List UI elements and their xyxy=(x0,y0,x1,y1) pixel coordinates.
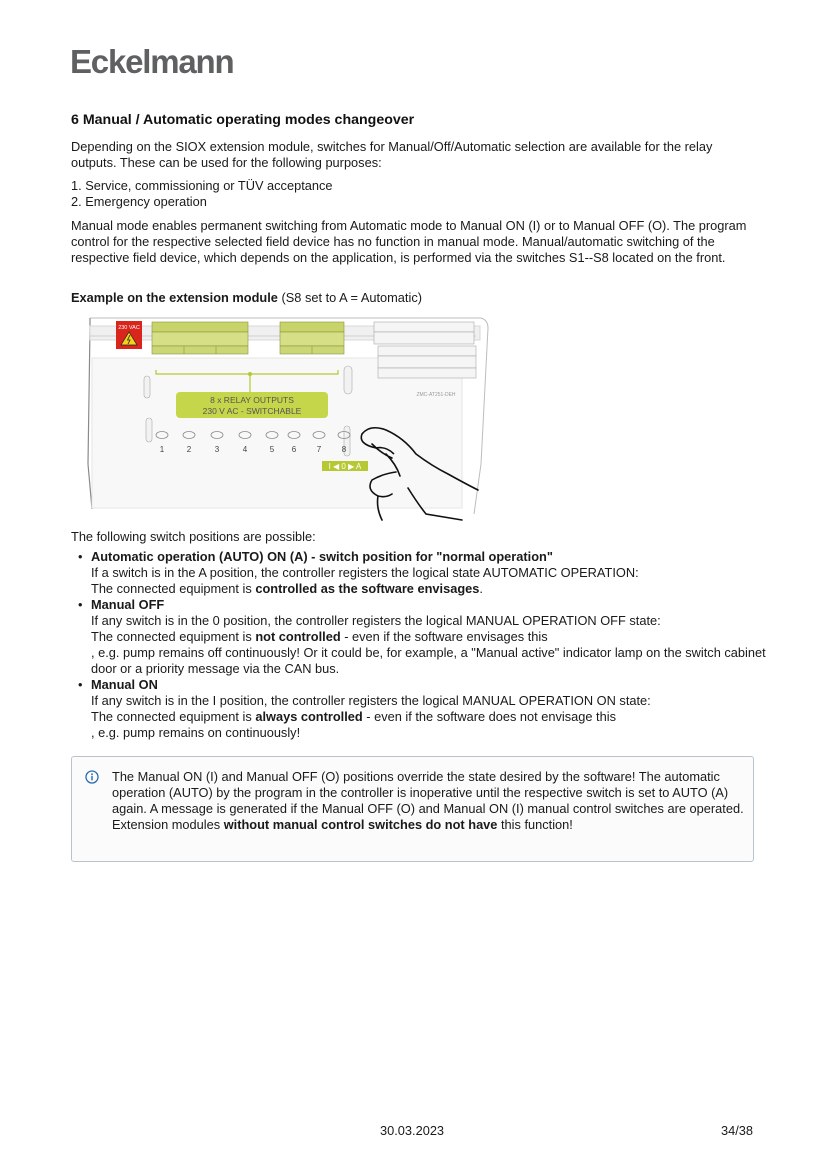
note-body: The Manual ON (I) and Manual OFF (O) positions override the state desired by the software! The automatic operation (AUTO) by the program in the controller is inoperative until the respective switch is set to AUTO (A) again. A message is generated if the Manual OFF (O) and Manual ON (I) manual control switches are operated. xyxy=(112,769,744,816)
purpose-list xyxy=(71,178,761,210)
note-text xyxy=(112,769,748,833)
bullet-dot: • xyxy=(78,597,83,612)
position-description: If any switch is in the I position, the controller registers the logical MANUAL OPERATION ON state: xyxy=(91,693,651,708)
svg-text:I ◀ 0 ▶ A: I ◀ 0 ▶ A xyxy=(328,462,362,471)
example-caption-bold: Example on the extension module xyxy=(71,290,278,305)
info-icon xyxy=(85,770,99,784)
section-heading: 6 Manual / Automatic operating modes changeover xyxy=(71,112,415,128)
svg-text:8: 8 xyxy=(341,445,347,454)
svg-text:6: 6 xyxy=(291,445,297,454)
position-title: Automatic operation (AUTO) ON (A) - switch position for "normal operation" xyxy=(91,549,553,564)
position-description: If any switch is in the 0 position, the controller registers the logical MANUAL OPERATION OFF state: xyxy=(91,613,661,628)
footer-date: 30.03.2023 xyxy=(380,1123,445,1138)
svg-text:3: 3 xyxy=(214,445,220,454)
svg-text:2: 2 xyxy=(186,445,192,454)
positions-intro: The following switch positions are possible: xyxy=(71,529,316,544)
brand-logo: Eckelmann xyxy=(70,43,234,80)
svg-text:8 x RELAY OUTPUTS: 8 x RELAY OUTPUTS xyxy=(210,395,294,405)
info-note-box xyxy=(71,756,754,862)
example-caption-rest: (S8 set to A = Automatic) xyxy=(277,290,422,305)
position-title: Manual ON xyxy=(91,677,158,692)
note-emphasis: Extension modules without manual control switches do not have this function! xyxy=(112,817,573,832)
position-effect: The connected equipment is always controlled - even if the software does not envisage this xyxy=(91,709,616,724)
svg-text:5: 5 xyxy=(269,445,275,454)
position-example: , e.g. pump remains off continuously! Or it could be, for example, a "Manual active" indicator lamp on the switch cabinet door or a priority message via the CAN bus. xyxy=(91,645,766,676)
svg-text:7: 7 xyxy=(316,445,322,454)
position-title: Manual OFF xyxy=(91,597,165,612)
bullet-dot: • xyxy=(78,677,83,692)
svg-text:230 V AC - SWITCHABLE: 230 V AC - SWITCHABLE xyxy=(202,406,302,416)
position-effect: The connected equipment is not controlled - even if the software envisages this xyxy=(91,629,548,644)
manual-mode-paragraph: Manual mode enables permanent switching from Automatic mode to Manual ON (I) or to Manual OFF (O). The program control for the respective selected field device has no function in manual mode. Manual/automatic switching of the respective field device, which depends on the application, is performed via the switches S1--S8 located on the front. xyxy=(71,218,747,265)
extension-module-figure xyxy=(86,314,496,526)
position-item-manual-on xyxy=(78,677,768,741)
svg-text:4: 4 xyxy=(242,445,248,454)
position-item-auto xyxy=(78,549,768,597)
bullet-dot: • xyxy=(78,549,83,564)
intro-paragraph: Depending on the SIOX extension module, switches for Manual/Off/Automatic selection are available for the relay outputs. These can be used for the following purposes: xyxy=(71,139,713,170)
example-caption xyxy=(71,290,761,306)
svg-text:1: 1 xyxy=(159,445,165,454)
position-example: , e.g. pump remains on continuously! xyxy=(91,725,301,740)
position-description: If a switch is in the A position, the controller registers the logical state AUTOMATIC OPERATION: xyxy=(91,565,639,580)
purpose-item: 1. Service, commissioning or TÜV acceptance xyxy=(71,178,333,193)
position-item-manual-off xyxy=(78,597,768,677)
switch-positions-list xyxy=(78,549,768,741)
footer-page-number: 34/38 xyxy=(721,1123,754,1138)
svg-text:ZMC-AT251-DEH: ZMC-AT251-DEH xyxy=(416,392,456,398)
svg-text:230 VAC: 230 VAC xyxy=(118,325,140,331)
position-effect: The connected equipment is controlled as the software envisages. xyxy=(91,581,483,596)
purpose-item: 2. Emergency operation xyxy=(71,194,207,209)
